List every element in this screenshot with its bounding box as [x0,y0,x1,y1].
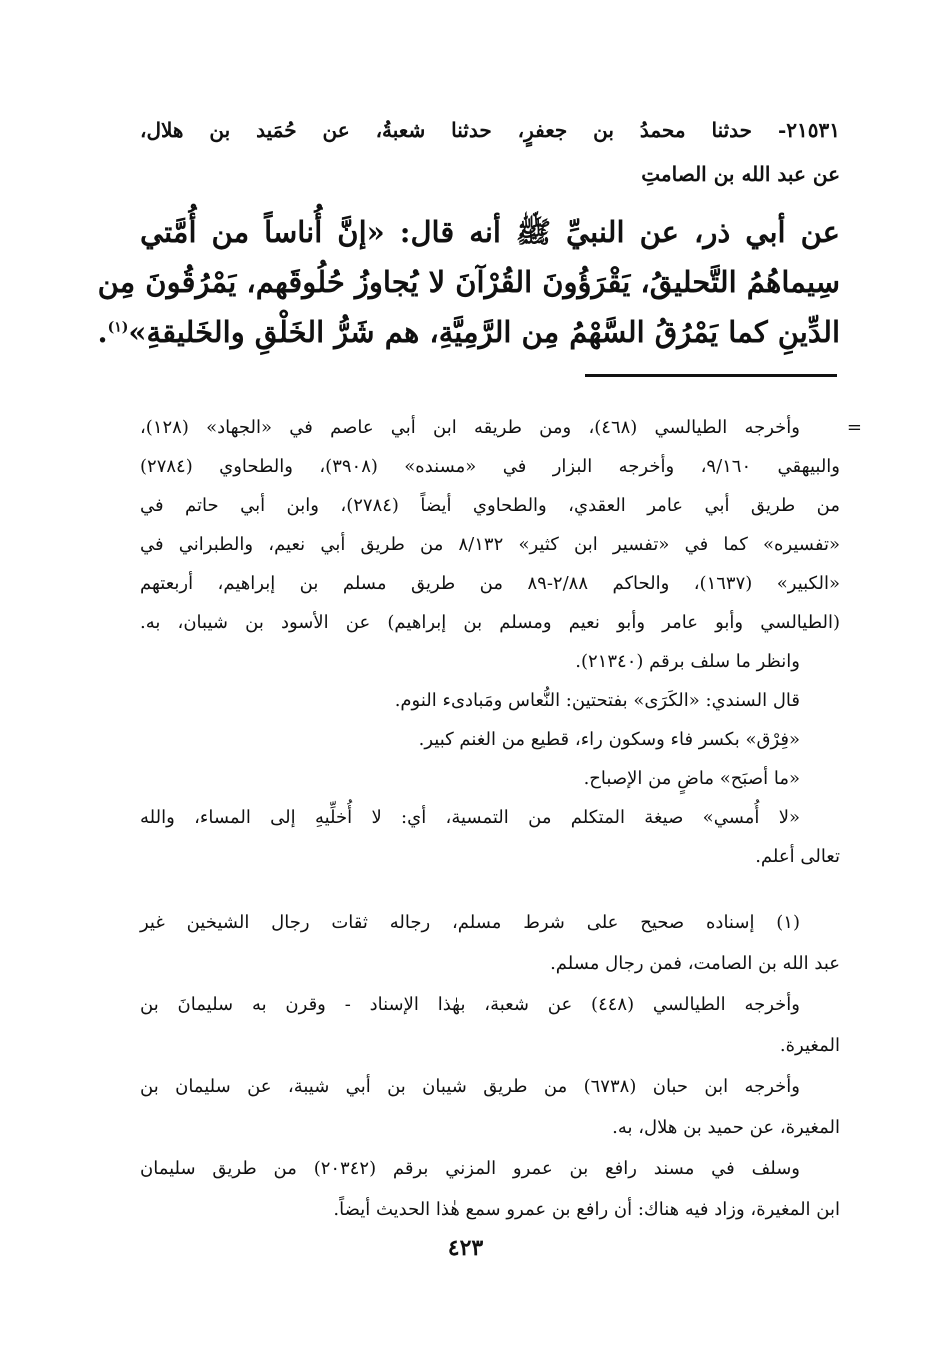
footnote-1-line: المغيرة. [779,1035,840,1056]
footnote-line: وانظر ما سلف برقم (٢١٣٤٠). [575,651,800,672]
footnote-line: قال السندي: «الكَرَى» بفتحتين: النُّعاس ومَبادىء النوم. [394,690,800,711]
footnote-line: «لا أُمسي» صيغة المتكلم من التمسية، أي: لا أُخلِّيهِ إلى المساء، والله [140,807,800,828]
footnote-1-line: وأخرجه ابن حبان (٦٧٣٨) من طريق شيبان بن أبي شيبة، عن سليمان بن [140,1076,800,1097]
footnote-1-line: (١) إسناده صحيح على شرط مسلم، رجاله ثقات رجال الشيخين غير [140,912,800,933]
hadith-chain [140,108,840,196]
footnote-1 [140,902,840,1230]
footnote-line: «الكبير» (١٦٣٧)، والحاكم ٢/٨٨-٨٩ من طريق مسلم بن إبراهيم، أربعتهم [140,573,840,594]
continuation-mark: = [846,417,862,438]
footnote-separator [585,374,837,377]
footnote-1-line: وأخرجه الطيالسي (٤٤٨) عن شعبة، بهٰذا الإسناد - وقرن به سليمانَ بن [140,994,800,1015]
footnotes-continued [140,408,862,876]
footnote-line: والبيهقي ٩/١٦٠، وأخرجه البزار في «مسنده» (٣٩٠٨)، والطحاوي (٢٧٨٤) [140,456,840,477]
hadith-chain-line-2: عن عبد الله بن الصامتِ [641,162,840,186]
hadith-text [97,207,840,357]
footnote-1-line: ابن المغيرة، وزاد فيه هناك: أن رافع بن عمرو سمع هٰذا الحديث أيضاً. [333,1199,840,1220]
footnote-line: «فِرْق» بكسر فاء وسكون راء، قطيع من الغنم كبير. [418,729,800,750]
hadith-text-line-2: سِيماهُمُ التَّحليقُ، يَقْرَؤُونَ القُرْآنَ لا يُجاوزُ حُلُوقَهم، يَمْرُقُونَ مِن [97,265,840,299]
hadith-text-line-1: عن أبي ذر، عن النبيِّ ﷺ أنه قال: «إنَّ أُناساً من أُمَّتي [140,215,840,249]
footnote-1-line: وسلف في مسند رافع بن عمرو المزني برقم (٢٠٣٤٢) من طريق سليمان [140,1158,800,1179]
footnote-line: تعالى أعلم. [755,846,840,867]
footnote-reference: (١) [107,319,129,336]
footnote-line: «تفسيره» كما في «تفسير ابن كثير» ٨/١٣٢ من طريق أبي نعيم، والطبراني في [140,534,840,555]
footnote-line: من طريق أبي عامر العقدي، والطحاوي أيضاً (٢٧٨٤)، وابن أبي حاتم في [140,495,840,516]
page-number: ٤٢٣ [447,1235,484,1261]
footnote-1-line: المغيرة، عن حميد بن هلال، به. [612,1117,840,1138]
footnote-line: وأخرجه الطيالسي (٤٦٨)، ومن طريقه ابن أبي عاصم في «الجهاد» (١٢٨)، [140,417,800,438]
hadith-chain-line-1: ٢١٥٣١- حدثنا محمدُ بن جعفرٍ، حدثنا شعبةُ، عن حُمَيد بن هلال، [140,118,840,142]
hadith-text-end-dot: . [97,315,108,349]
footnote-line: «ما أصبَح» ماضٍ من الإصباح. [583,768,800,789]
hadith-text-line-3-body: الدِّينِ كما يَمْرُقُ السَّهْمُ مِن الرَّمِيَّةِ، هم شَرُّ الخَلْقِ والخَليقةِ» [128,315,840,349]
footnote-1-line: عبد الله بن الصامت، فمن رجال مسلم. [550,953,840,974]
hadith-text-line-3 [97,307,840,357]
footnote-line: (الطيالسي وأبو عامر وأبو نعيم ومسلم بن إبراهيم) عن الأسود بن شيبان، به. [140,612,840,633]
